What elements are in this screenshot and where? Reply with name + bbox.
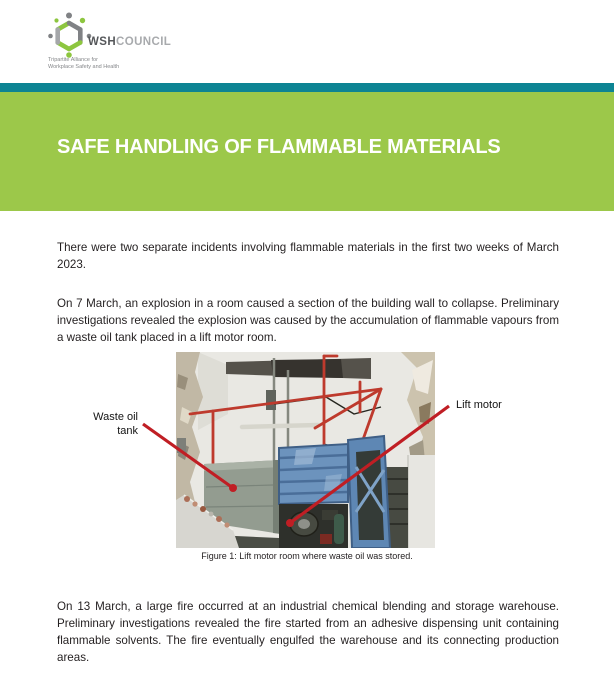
title-banner [0, 92, 614, 211]
lift-motor-label: Lift motor [456, 399, 502, 411]
hexagon-molecule-icon [48, 10, 92, 58]
figure-caption: Figure 1: Lift motor room where waste oil was stored. [201, 551, 413, 561]
brand-council: COUNCIL [116, 36, 172, 48]
waste-oil-tank-label-line1: Waste oil [93, 411, 138, 423]
waste-oil-tank-label [80, 410, 138, 438]
paragraph-incident-2: On 13 March, a large fire occurred at an industrial chemical blending and storage warehouse. Preliminary investigations revealed the fire started from an adhesive dispensing unit containing flammable solvents. The fire eventually engulfed the warehouse and its connecting production areas. [57, 600, 559, 664]
wsh-council-logo [48, 10, 198, 76]
paragraph-incident-1: On 7 March, an explosion in a room caused a section of the building wall to collapse. Preliminary investigations revealed the explosion was caused by the accumulation of flammable vapours from a waste oil tank placed in a lift motor room. [57, 297, 559, 344]
figure-1 [0, 352, 614, 565]
photo-lift-machine [279, 436, 390, 548]
brand-wsh: WSH [88, 36, 117, 48]
document-body [0, 239, 614, 666]
document-header [0, 0, 614, 83]
teal-divider-bar [0, 83, 614, 92]
page-title: SAFE HANDLING OF FLAMMABLE MATERIALS [57, 136, 501, 158]
photo-white-column [408, 455, 435, 548]
waste-oil-tank-label-line2: tank [117, 425, 138, 437]
paragraph-intro: There were two separate incidents involving flammable materials in the first two weeks of March 2023. [57, 241, 559, 271]
lift-motor-room-photo [176, 352, 435, 548]
tagline-line2: Workplace Safety and Health [48, 64, 120, 70]
tagline-line1: Tripartite Alliance for [48, 57, 98, 63]
brand-tagline [48, 57, 119, 71]
brand-name [88, 36, 171, 48]
